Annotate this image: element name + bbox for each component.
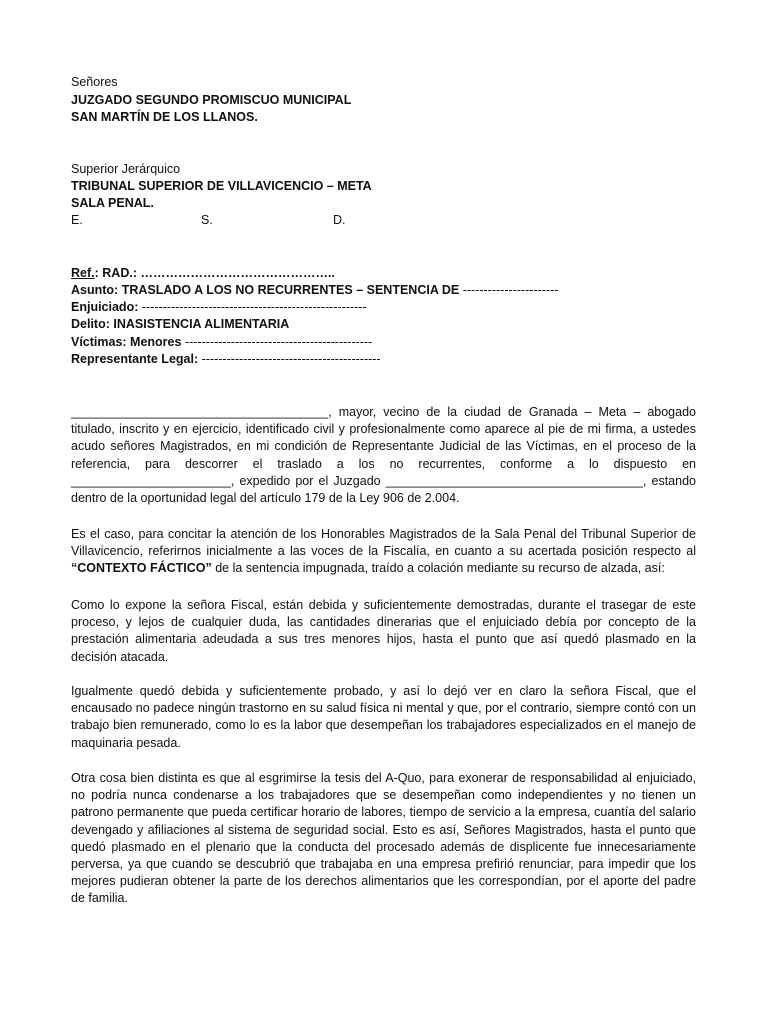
delito-label: Delito:: [71, 317, 110, 331]
esd-line: [0, 212, 400, 229]
paragraph-5: Otra cosa bien distinta es que al esgrimirse la tesis del A-Quo, para exonerar de responsabilidad al enjuiciado, no podría nunca condenarse a los trabajadores que se desempeñan como independientes y no tienen un patrono permanente que pueda certificar horario de labores, tiempo de servicio a la empresa, cuantía del salario devengado y afiliaciones al sistema de seguridad social. Esto es así, Señores Magistrados, hasta el punto que quedó plasmado en el plenario que la conducta del procesado además de displicente fue innecesariamente perversa, ya que cuando se descubrió que trabajaba en una empresa prefirió renunciar, para impedir que los mejores pudieran obtener la parte de los derechos alimentarios que les correspondían, por el aporte del padre de familia.: [71, 771, 696, 906]
enjuiciado-label: Enjuiciado:: [71, 300, 139, 314]
victimas-label: Víctimas: Menores: [71, 335, 182, 349]
paragraph-2-text-b: de la sentencia impugnada, traído a colación mediante su recurso de alzada, así:: [211, 561, 665, 576]
court-place: SAN MARTÍN DE LOS LLANOS.: [71, 110, 258, 124]
esd-e: E.: [71, 213, 83, 227]
delito-line: [71, 316, 289, 333]
ref-line: [71, 265, 335, 282]
victimas-blank: ---------------------------------------------: [181, 335, 373, 349]
superior-label: Superior Jerárquico: [71, 162, 181, 176]
representante-label: Representante Legal:: [71, 352, 199, 366]
asunto-label: Asunto:: [71, 283, 119, 297]
asunto-value: TRASLADO A LOS NO RECURRENTES – SENTENCIA DE: [121, 283, 460, 297]
enjuiciado-line: [71, 299, 367, 316]
paragraph-4: Igualmente quedó debida y suficientemente probado, y así lo dejó ver en claro la señora Fiscal, que el encausado no padece ningún trastorno en su salud física ni mental y que, por el contrario, siempre contó con un trabajo bien remunerado, como lo es la labor que desempeñan los trabajadores especializados en el manejo de maquinaria pesada.: [71, 684, 696, 750]
contexto-factico: “CONTEXTO FÁCTICO”: [71, 561, 212, 576]
paragraph-3: Como lo expone la señora Fiscal, están debida y suficientemente demostradas, durante el trasegar de este proceso, y lejos de cualquier duda, las cantidades dinerarias que el enjuiciado debía por concepto de la prestación alimentaria adeudada a sus tres menores hijos, hasta el punto que así quedó plasmado en la decisión atacada.: [71, 598, 696, 664]
esd-s: S.: [201, 213, 213, 227]
asunto-blank: -----------------------: [459, 283, 559, 297]
ref-value: : RAD.: ………………………………………..: [94, 266, 335, 280]
esd-d: D.: [333, 213, 346, 227]
representante-blank: -------------------------------------------: [198, 352, 381, 366]
representante-line: [71, 351, 381, 368]
court-name: JUZGADO SEGUNDO PROMISCUO MUNICIPAL: [71, 93, 352, 107]
enjuiciado-blank: ------------------------------------------------------: [138, 300, 367, 314]
sala-name: SALA PENAL.: [71, 196, 154, 210]
paragraph-1: _____________________________________, mayor, vecino de la ciudad de Granada – Meta – abogado titulado, inscrito y en ejercicio, identificado civil y profesionalmente como aparece al pie de mi firma, a ustedes acudo señores Magistrados, en mi condición de Representante Judicial de las Víctimas, en el proceso de la referencia, para descorrer el traslado a los no recurrentes, conforme a lo dispuesto en _______________________, expedido por el Juzgado _____________________________________, estando dentro de la oportunidad legal del artículo 179 de la Ley 906 de 2.004.: [71, 405, 696, 506]
victimas-line: [71, 334, 372, 351]
paragraph-2-text-a: Es el caso, para concitar la atención de los Honorables Magistrados de la Sala Penal del Tribunal Superior de Villavicencio, referirnos inicialmente a las voces de la Fiscalía, en cuanto a su acertada posición respecto al: [71, 527, 696, 559]
delito-value: INASISTENCIA ALIMENTARIA: [109, 317, 290, 331]
tribunal-name: TRIBUNAL SUPERIOR DE VILLAVICENCIO – META: [71, 179, 372, 193]
salutation: Señores: [71, 75, 118, 89]
asunto-line: [71, 282, 558, 299]
paragraph-2: [71, 526, 696, 578]
ref-label: Ref.: [71, 266, 95, 280]
